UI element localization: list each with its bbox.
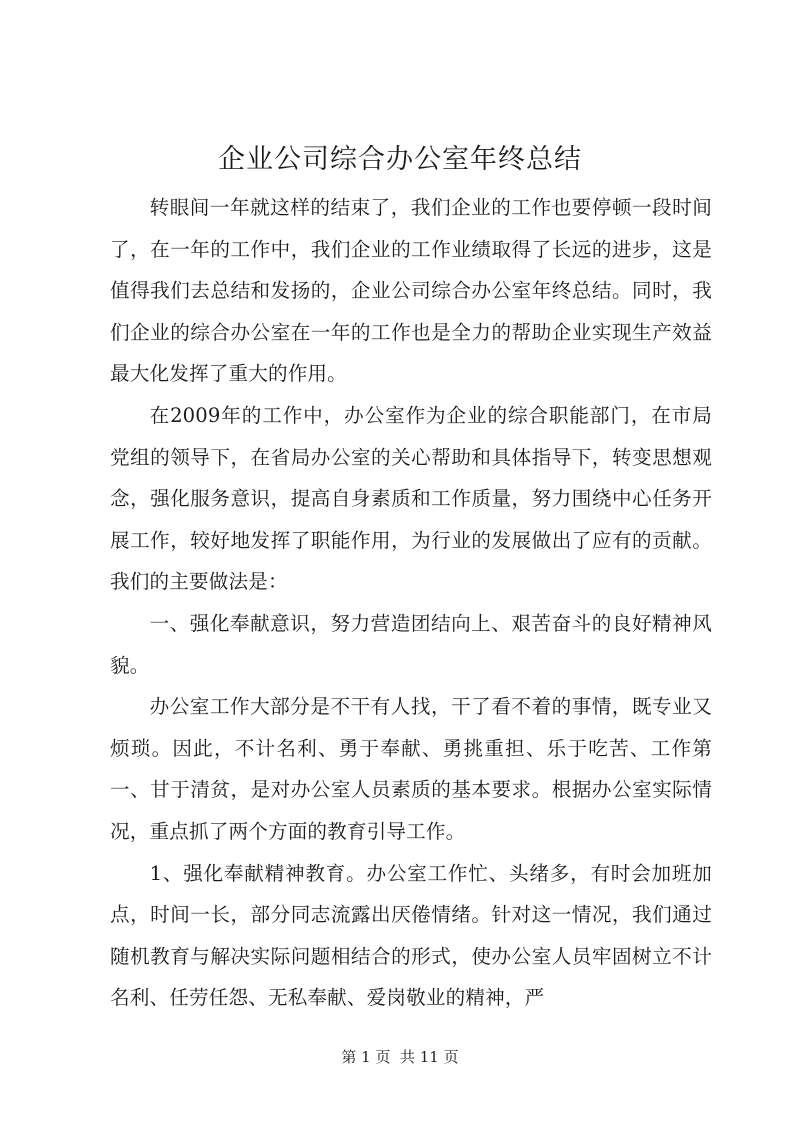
document-body <box>110 187 712 1019</box>
document-title: 企业公司综合办公室年终总结 <box>218 144 582 175</box>
paragraph-intro: 转眼间一年就这样的结束了，我们企业的工作也要停顿一段时间了，在一年的工作中，我们企业的工作业绩取得了长远的进步，这是值得我们去总结和发扬的，企业公司综合办公室年终总结。同时，我们企业的综合办公室在一年的工作也是全力的帮助企业实现生产效益最大化发挥了重大的作用。 <box>110 196 712 386</box>
paragraph-2009-work: 在2009年的工作中，办公室作为企业的综合职能部门，在市局党组的领导下，在省局办公室的关心帮助和具体指导下，转变思想观念，强化服务意识，提高自身素质和工作质量，努力围绕中心任务开展工作，较好地发挥了职能作用，为行业的发展做出了应有的贡献。我们的主要做法是： <box>110 403 712 594</box>
page-number-footer <box>0 1047 800 1067</box>
page-number-label: 第 1 页 共 11 页 <box>341 1048 459 1066</box>
paragraph-office-work: 办公室工作大部分是不干有人找，干了看不着的事情，既专业又烦琐。因此，不计名利、勇于奉献、勇挑重担、乐于吃苦、工作第一、甘于清贫，是对办公室人员素质的基本要求。根据办公室实际情况，重点抓了两个方面的教育引导工作。 <box>110 695 712 843</box>
paragraph-dedication-education: 1、强化奉献精神教育。办公室工作忙、头绪多，有时会加班加点，时间一长，部分同志流露出厌倦情绪。针对这一情况，我们通过随机教育与解决实际问题相结合的形式，使办公室人员牢固树立不计名利、任劳任怨、无私奉献、爱岗敬业的精神，严 <box>110 861 712 1010</box>
section-heading-dedication: 一、强化奉献意识，努力营造团结向上、艰苦奋斗的良好精神风貌。 <box>110 611 712 677</box>
